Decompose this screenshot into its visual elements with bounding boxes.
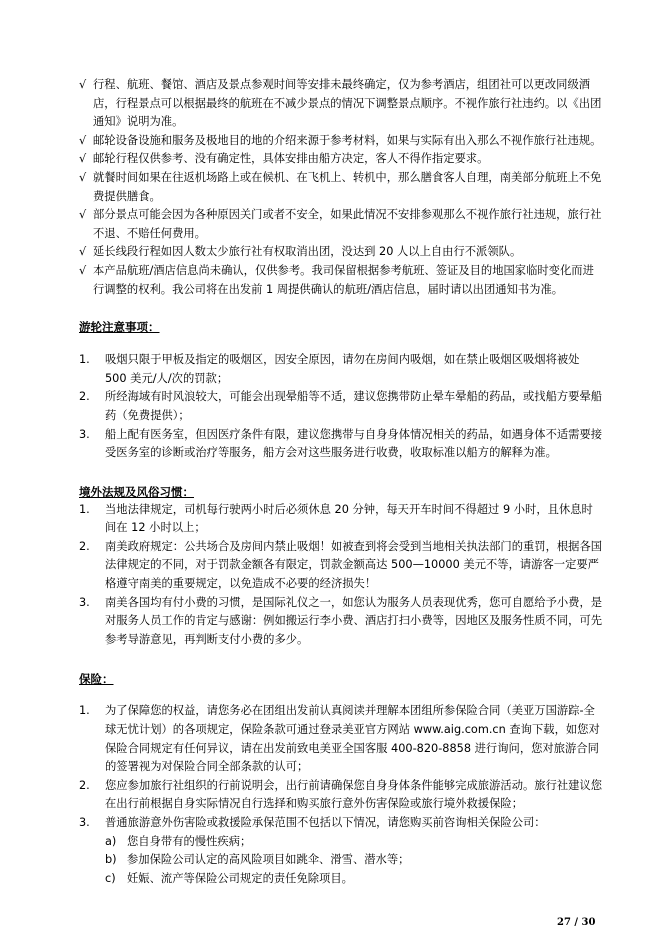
- laws-heading: 境外法规及风俗习惯：: [79, 484, 194, 499]
- list-item: 1. 当地法律规定，司机每行驶两小时后必须休息 20 分钟，每天开车时间不得超过 9 小时，且休息时间在 12 小时以上；: [79, 502, 593, 535]
- list-item: 3. 普通旅游意外伤害险或救援险承保范围不包括以下情况，请您购买前咨询相关保险公司：: [79, 816, 546, 829]
- list-item: 3. 船上配有医务室，但因医疗条件有限，建议您携带与自身身体情况相关的药品，如遇身体不适需要接受医务室的诊断或治疗等服务，船方会对这些服务进行收费，收取标准以船方的解释为准。: [79, 427, 603, 460]
- sub-list-item: c) 妊娠、流产等保险公司规定的责任免除项目。: [105, 871, 353, 885]
- list-item: 1. 吸烟只限于甲板及指定的吸烟区，因安全原因，请勿在房间内吸烟，如在禁止吸烟区吸烟将被处 500 美元/人/次的罚款；: [79, 353, 580, 385]
- note-item: √ 部分景点可能会因为各种原因关门或者不安全，如果此情况不安排参观那么不视作旅行社违规，旅行社不退、不赔任何费用。: [79, 208, 602, 240]
- check-icon: √: [79, 245, 87, 259]
- check-icon: √: [79, 263, 87, 277]
- note-item: √ 延长线段行程如因人数太少旅行社有权取消出团，没达到 20 人以上自由行不派领队。: [79, 243, 604, 262]
- check-icon: √: [79, 170, 87, 184]
- list-item: 2. 所经海域有时风浪较大，可能会出现晕船等不适，建议您携带防止晕车晕船的药品，或找船方要晕船药（免费提供）；: [79, 390, 603, 422]
- check-icon: √: [79, 78, 87, 91]
- cruise-heading: 游轮注意事项：: [79, 320, 160, 335]
- notes-list: [79, 76, 604, 299]
- note-item: √ 行程、航班、餐馆、酒店及景点参观时间等安排未最终确定，仅为参考酒店，组团社可以更改同级酒店，行程景点可以根据最终的航班在不减少景点的情况下调整景点顺序。不视作旅行社违约。以《出团通知》说明为准。: [79, 78, 602, 129]
- note-item: √ 邮轮设备设施和服务及极地目的地的介绍来源于参考材料，如果与实际有出入那么不视作旅行社违规。: [79, 132, 604, 151]
- list-item: 2. 您应参加旅行社组织的行前说明会，出行前请确保您自身身体条件能够完成旅游活动。旅行社建议您在出行前根据自身实际情况自行选择和购买旅行意外伤害保险或旅行境外救援保险；: [79, 778, 603, 811]
- insurance-section: [79, 668, 604, 888]
- list-item: 3. 南美各国均有付小费的习惯，是国际礼仪之一，如您认为服务人员表现优秀，您可自愿给予小费，是对服务人员工作的肯定与感谢：例如搬运行李小费、酒店打扫小费等，因地区及服务性质不同，可先参考导游意见，再判断支付小费的多少。: [79, 595, 603, 646]
- list-item: 2. 南美政府规定：公共场合及房间内禁止吸烟！如被查到将会受到当地相关执法部门的重罚，根据各国法律规定的不同，对于罚款金额各有限定，罚款金额高达 500—10000 美元不等，请游客一定要严格遵守南美的重要规定，以免造成不必要的经济损失！: [79, 539, 603, 591]
- sub-list-item: b) 参加保险公司认定的高风险项目如跳伞、滑雪、潜水等；: [105, 853, 410, 867]
- cruise-section: [79, 316, 604, 463]
- document-page: [79, 76, 604, 888]
- note-item: √ 本产品航班/酒店信息尚未确认，仅供参考。我司保留根据参考航班、签证及目的地国家临时变化而进行调整的权利。我公司将在出发前 1 周提供确认的航班/酒店信息，届时请以出团通知书为准。: [79, 263, 594, 296]
- note-item: √ 就餐时间如果在往返机场路上或在候机、在飞机上、转机中，那么膳食客人自理，南美部分航班上不免费提供膳食。: [79, 170, 602, 203]
- page-number: 27 / 30: [557, 917, 596, 928]
- list-item: 1. 为了保障您的权益，请您务必在团组出发前认真阅读并理解本团组所参保险合同（美亚万国游踪-全球无忧计划）的各项规定，保险条款可通过登录美亚官方网站 www.aig.com.cn 查询下载，如您对保险合同规定有任何异议，请在出发前致电美亚全国客服 400-820-8858 进行询问，您对旅游合同的签署视为对保险合同全部条款的认可；: [79, 704, 600, 774]
- check-icon: √: [79, 208, 87, 222]
- sub-list-item: a) 您自身带有的慢性疾病；: [105, 834, 252, 848]
- note-item: √ 邮轮行程仅供参考、没有确定性，具体安排由船方决定，客人不得作指定要求。: [79, 150, 604, 169]
- check-icon: √: [79, 152, 87, 166]
- check-icon: √: [79, 133, 87, 147]
- laws-section: [79, 481, 604, 650]
- insurance-heading: 保险：: [79, 672, 114, 687]
